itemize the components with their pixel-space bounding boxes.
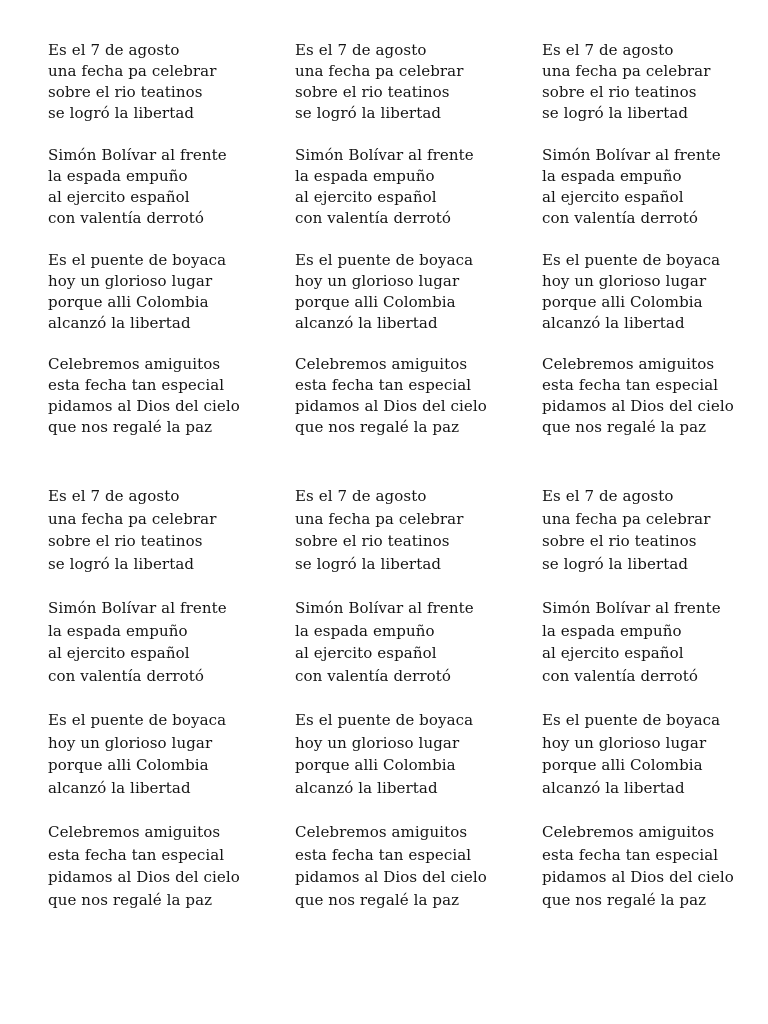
stanza-3 xyxy=(48,709,288,799)
verse-line: la espada empuño xyxy=(295,167,435,185)
stanza-1 xyxy=(295,40,535,124)
verse-line: una fecha pa celebrar xyxy=(542,509,711,528)
verse-line: que nos regalé la paz xyxy=(542,890,707,909)
verse-line: que nos regalé la paz xyxy=(295,418,460,436)
verse-line: Celebremos amiguitos xyxy=(542,823,715,841)
verse-line: la espada empuño xyxy=(542,167,682,185)
stanza-3 xyxy=(542,250,768,334)
verse-line: sobre el rio teatinos xyxy=(48,532,203,550)
stanza-1 xyxy=(48,485,288,575)
stanza-4 xyxy=(542,354,768,438)
verse-line: alcanzó la libertad xyxy=(48,314,191,332)
verse-line: porque alli Colombia xyxy=(542,756,703,774)
verse-line: Simón Bolívar al frente xyxy=(295,599,474,617)
verse-line: sobre el rio teatinos xyxy=(295,83,450,101)
stanza-2 xyxy=(542,145,768,229)
verse-line: se logró la libertad xyxy=(542,104,689,122)
stanza-3 xyxy=(542,709,768,799)
verse-line: que nos regalé la paz xyxy=(295,890,460,909)
verse-line: Celebremos amiguitos xyxy=(48,823,221,841)
stanza-2 xyxy=(295,145,535,229)
verse-line: al ejercito español xyxy=(48,188,190,206)
verse-line: pidamos al Dios del cielo xyxy=(48,868,240,886)
stanza-1 xyxy=(295,485,535,575)
verse-line: pidamos al Dios del cielo xyxy=(48,397,240,415)
stanza-2 xyxy=(295,597,535,687)
verse-line: pidamos al Dios del cielo xyxy=(542,397,734,415)
verse-line: hoy un glorioso lugar xyxy=(295,272,460,290)
verse-line: hoy un glorioso lugar xyxy=(295,733,460,752)
stanza-1 xyxy=(48,40,288,124)
verse-line: al ejercito español xyxy=(542,644,684,662)
verse-line: que nos regalé la paz xyxy=(542,418,707,436)
verse-line: al ejercito español xyxy=(295,188,437,206)
verse-line: con valentía derrotó xyxy=(295,666,452,685)
verse-line: Es el 7 de agosto xyxy=(542,41,674,59)
verse-line: Es el 7 de agosto xyxy=(542,487,674,505)
stanza-1 xyxy=(542,40,768,124)
stanza-3 xyxy=(295,709,535,799)
verse-line: sobre el rio teatinos xyxy=(295,532,450,550)
verse-line: pidamos al Dios del cielo xyxy=(542,868,734,886)
verse-line: esta fecha tan especial xyxy=(48,845,225,864)
stanza-2 xyxy=(48,597,288,687)
verse-line: la espada empuño xyxy=(295,621,435,640)
verse-line: Es el 7 de agosto xyxy=(48,487,180,505)
verse-line: Celebremos amiguitos xyxy=(295,355,468,373)
verse-line: Celebremos amiguitos xyxy=(295,823,468,841)
verse-line: una fecha pa celebrar xyxy=(48,62,217,80)
stanza-2 xyxy=(48,145,288,229)
stanza-3 xyxy=(295,250,535,334)
verse-line: la espada empuño xyxy=(48,621,188,640)
verse-line: Simón Bolívar al frente xyxy=(48,146,227,164)
stanza-4 xyxy=(295,354,535,438)
verse-line: con valentía derrotó xyxy=(48,666,205,685)
verse-line: porque alli Colombia xyxy=(295,756,456,774)
verse-line: una fecha pa celebrar xyxy=(295,509,464,528)
verse-line: que nos regalé la paz xyxy=(48,890,213,909)
verse-line: Es el puente de boyaca xyxy=(48,251,227,269)
verse-line: una fecha pa celebrar xyxy=(542,62,711,80)
verse-line: al ejercito español xyxy=(295,644,437,662)
verse-line: Simón Bolívar al frente xyxy=(542,146,721,164)
verse-line: que nos regalé la paz xyxy=(48,418,213,436)
verse-line: se logró la libertad xyxy=(48,554,195,573)
verse-line: se logró la libertad xyxy=(48,104,195,122)
stanza-2 xyxy=(542,597,768,687)
verse-line: alcanzó la libertad xyxy=(295,778,438,797)
verse-line: Simón Bolívar al frente xyxy=(542,599,721,617)
verse-line: alcanzó la libertad xyxy=(295,314,438,332)
verse-line: esta fecha tan especial xyxy=(542,845,719,864)
verse-line: Es el puente de boyaca xyxy=(542,711,721,729)
verse-line: alcanzó la libertad xyxy=(542,314,685,332)
verse-line: porque alli Colombia xyxy=(295,293,456,311)
verse-line: Es el 7 de agosto xyxy=(295,487,427,505)
verse-line: Celebremos amiguitos xyxy=(542,355,715,373)
verse-line: se logró la libertad xyxy=(295,104,442,122)
verse-line: hoy un glorioso lugar xyxy=(542,733,707,752)
verse-line: porque alli Colombia xyxy=(542,293,703,311)
verse-line: esta fecha tan especial xyxy=(48,376,225,394)
verse-line: Es el 7 de agosto xyxy=(48,41,180,59)
verse-line: sobre el rio teatinos xyxy=(542,83,697,101)
verse-line: sobre el rio teatinos xyxy=(48,83,203,101)
verse-line: Es el 7 de agosto xyxy=(295,41,427,59)
verse-line: pidamos al Dios del cielo xyxy=(295,868,487,886)
verse-line: Es el puente de boyaca xyxy=(542,251,721,269)
verse-line: hoy un glorioso lugar xyxy=(48,733,213,752)
verse-line: Celebremos amiguitos xyxy=(48,355,221,373)
verse-line: Es el puente de boyaca xyxy=(48,711,227,729)
verse-line: Es el puente de boyaca xyxy=(295,251,474,269)
verse-line: alcanzó la libertad xyxy=(48,778,191,797)
verse-line: la espada empuño xyxy=(542,621,682,640)
stanza-4 xyxy=(542,821,768,911)
verse-line: Simón Bolívar al frente xyxy=(295,146,474,164)
verse-line: al ejercito español xyxy=(48,644,190,662)
verse-line: se logró la libertad xyxy=(295,554,442,573)
stanza-1 xyxy=(542,485,768,575)
stanza-4 xyxy=(48,821,288,911)
verse-line: Es el puente de boyaca xyxy=(295,711,474,729)
verse-line: se logró la libertad xyxy=(542,554,689,573)
verse-line: esta fecha tan especial xyxy=(295,845,472,864)
verse-line: porque alli Colombia xyxy=(48,756,209,774)
verse-line: una fecha pa celebrar xyxy=(295,62,464,80)
verse-line: con valentía derrotó xyxy=(48,209,205,227)
stanza-4 xyxy=(48,354,288,438)
stanza-3 xyxy=(48,250,288,334)
verse-line: alcanzó la libertad xyxy=(542,778,685,797)
verse-line: hoy un glorioso lugar xyxy=(542,272,707,290)
verse-line: esta fecha tan especial xyxy=(295,376,472,394)
verse-line: hoy un glorioso lugar xyxy=(48,272,213,290)
verse-line: al ejercito español xyxy=(542,188,684,206)
stanza-4 xyxy=(295,821,535,911)
verse-line: porque alli Colombia xyxy=(48,293,209,311)
verse-line: con valentía derrotó xyxy=(542,209,699,227)
verse-line: pidamos al Dios del cielo xyxy=(295,397,487,415)
verse-line: sobre el rio teatinos xyxy=(542,532,697,550)
verse-line: con valentía derrotó xyxy=(295,209,452,227)
verse-line: una fecha pa celebrar xyxy=(48,509,217,528)
verse-line: Simón Bolívar al frente xyxy=(48,599,227,617)
verse-line: la espada empuño xyxy=(48,167,188,185)
verse-line: con valentía derrotó xyxy=(542,666,699,685)
verse-line: esta fecha tan especial xyxy=(542,376,719,394)
